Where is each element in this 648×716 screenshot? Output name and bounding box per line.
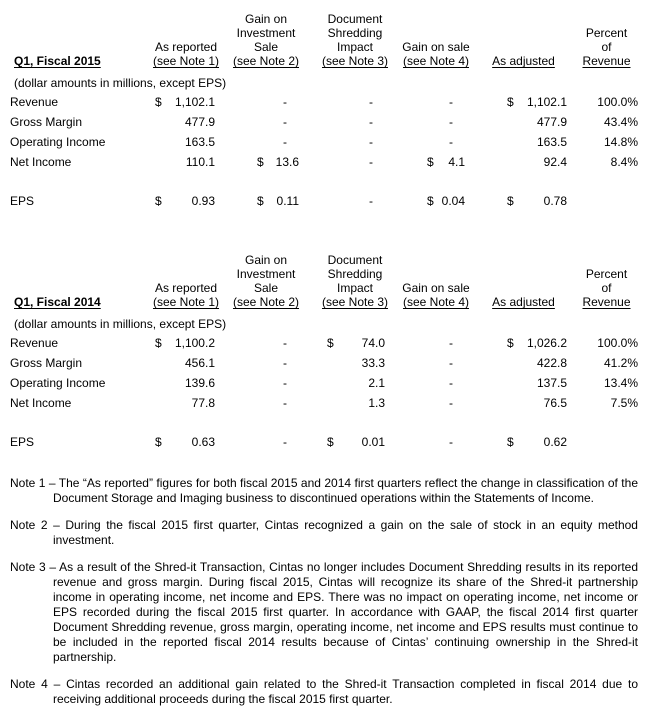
money-cell [150,92,222,112]
notes-section [10,476,638,707]
money-cell: - [449,336,453,350]
percent-cell: 41.2% [603,356,638,370]
spacer-row [10,413,638,432]
table-row-revenue [10,92,638,112]
money-cell: - [283,336,287,350]
table-title-cell [10,247,150,309]
note-3-text: As a result of the Shred-it Transaction, Cintas no longer includes Document Shredding results in its reported revenue and gross margin. During fiscal 2015, Cintas will recognize its share of the Shred-it partnership income in operating income, net income and EPS. There was no impact on operating income, net income or EPS recorded during the fiscal 2015 first quarter. In accordance with GAAP, the fiscal 2014 first quarter Document Shredding revenue, gross margin, operating income, net income and EPS results must continue to be included in the reported fiscal 2014 results because of Cintas’ continuing ownership in the Shred-it partnership. [53,560,639,664]
money-cell: - [449,95,453,109]
col-header-gain-on-sale: Gain on sale (see Note 4) [402,281,470,309]
money-cell: 477.9 [184,115,215,129]
note-2-label: Note 2 – [10,518,60,532]
col-header-document-shredding: Document Shredding Impact (see Note 3) [321,253,389,309]
col-header-gain-investment-sale: Gain on Investment Sale (see Note 2) [232,12,300,68]
note-1 [10,476,638,506]
percent-cell: 43.4% [603,115,638,129]
money-cell: - [283,115,287,129]
money-cell: - [449,376,453,390]
row-label: Gross Margin [10,115,83,129]
money-cell: $ 0.62 [507,435,567,449]
row-label: EPS [10,194,35,208]
money-cell: - [449,135,453,149]
cell-value: 1,102.1 [174,95,215,109]
note-2 [10,518,638,548]
money-cell: - [369,135,373,149]
money-cell: - [449,115,453,129]
note-2-text: During the fiscal 2015 first quarter, Cintas recognized a gain on the sale of stock in an equity method investment. [53,518,638,547]
money-cell: $ 74.0 [327,336,385,350]
money-cell: $ 0.63 [155,435,215,449]
row-label: Net Income [10,155,72,169]
money-cell: $ 4.1 [427,155,465,169]
row-label: EPS [10,435,35,449]
table-subtitle-row [10,309,638,333]
currency-symbol: $ [155,95,162,109]
note-3 [10,560,638,665]
money-cell: 477.9 [536,115,567,129]
row-label: Operating Income [10,376,106,390]
money-cell: - [283,435,287,449]
note-4-label: Note 4 – [10,677,61,691]
percent-cell: 100.0% [597,95,638,109]
money-cell: $ 0.04 [427,194,465,208]
percent-cell: 8.4% [610,155,638,169]
note-3-label: Note 3 – [10,560,57,574]
note-4-text: Cintas recorded an additional gain related to the Shred-it Transaction completed in fiscal 2014 due to receiving additional proceeds during the fiscal 2015 first quarter. [53,677,638,706]
row-label: Revenue [10,336,59,350]
col-header-as-reported: As reported (see Note 1) [152,40,220,68]
money-cell: 139.6 [184,376,215,390]
money-cell: 1.3 [368,396,385,410]
money-cell: $ 0.93 [155,194,215,208]
financial-table-q1-fiscal-2014 [10,247,638,452]
table-row-eps [10,432,638,452]
col-header-percent-of-revenue: Percent of Revenue [582,26,631,68]
money-cell: $ 1,100.2 [155,336,215,350]
spacer-row [10,172,638,191]
money-cell: 163.5 [184,135,215,149]
percent-cell: 14.8% [603,135,638,149]
table-row-operating-income [10,132,638,152]
money-cell: 110.1 [185,155,215,169]
money-cell: - [449,396,453,410]
financial-table-q1-fiscal-2015 [10,6,638,211]
col-header-gain-on-sale: Gain on sale (see Note 4) [402,40,470,68]
money-cell: - [283,376,287,390]
table-title-cell [10,6,150,68]
table-subtitle: (dollar amounts in millions, except EPS) [14,76,227,90]
col-header-document-shredding: Document Shredding Impact (see Note 3) [321,12,389,68]
table-subtitle-row [10,68,638,92]
table-title: Q1, Fiscal 2015 [14,54,101,68]
money-cell: - [283,356,287,370]
row-label: Net Income [10,396,72,410]
col-header-gain-investment-sale: Gain on Investment Sale (see Note 2) [232,253,300,309]
money-cell: $ 13.6 [257,155,299,169]
money-cell: - [283,396,287,410]
percent-cell: 7.5% [610,396,638,410]
row-label: Operating Income [10,135,106,149]
col-header-as-adjusted: As adjusted [492,295,555,309]
percent-cell [575,191,638,211]
table-row-net-income [10,152,638,172]
money-cell: - [283,95,287,109]
table-header-row [10,6,638,68]
money-cell: 456.1 [184,356,215,370]
money-cell: $ 0.78 [507,194,567,208]
table-row-revenue [10,333,638,353]
table-header-row [10,247,638,309]
money-cell: - [449,356,453,370]
col-header-as-reported: As reported (see Note 1) [152,281,220,309]
money-cell: 92.4 [543,155,567,169]
money-cell: 2.1 [368,376,385,390]
money-cell: - [369,194,373,208]
money-cell: $ 1,026.2 [507,336,567,350]
col-header-as-adjusted: As adjusted [492,54,555,68]
money-cell: 76.5 [543,396,567,410]
table-subtitle: (dollar amounts in millions, except EPS) [14,317,227,331]
money-cell: - [283,135,287,149]
money-cell: 163.5 [536,135,567,149]
money-cell: 422.8 [536,356,567,370]
row-label: Gross Margin [10,356,83,370]
money-cell: - [369,155,373,169]
table-row-net-income [10,393,638,413]
table-row-gross-margin [10,112,638,132]
money-cell: - [449,435,453,449]
note-4 [10,677,638,707]
money-cell: - [369,115,373,129]
percent-cell [575,432,638,452]
note-1-label: Note 1 – [10,476,56,490]
money-cell: $ 1,102.1 [507,95,567,109]
table-row-gross-margin [10,353,638,373]
table-row-eps [10,191,638,211]
row-label: Revenue [10,95,59,109]
col-header-percent-of-revenue: Percent of Revenue [582,267,631,309]
money-cell: $ 0.11 [257,194,299,208]
note-1-text: The “As reported” figures for both fiscal 2015 and 2014 first quarters reflect the change in classification of the Document Storage and Imaging business to discontinued operations within the Statements of Income. [53,476,638,505]
table-title: Q1, Fiscal 2014 [14,295,101,309]
money-cell: - [369,95,373,109]
money-cell: $ 0.01 [327,435,385,449]
percent-cell: 100.0% [597,336,638,350]
percent-cell: 13.4% [603,376,638,390]
money-cell: 33.3 [361,356,385,370]
money-cell: 137.5 [536,376,567,390]
money-cell: 77.8 [191,396,215,410]
table-row-operating-income [10,373,638,393]
